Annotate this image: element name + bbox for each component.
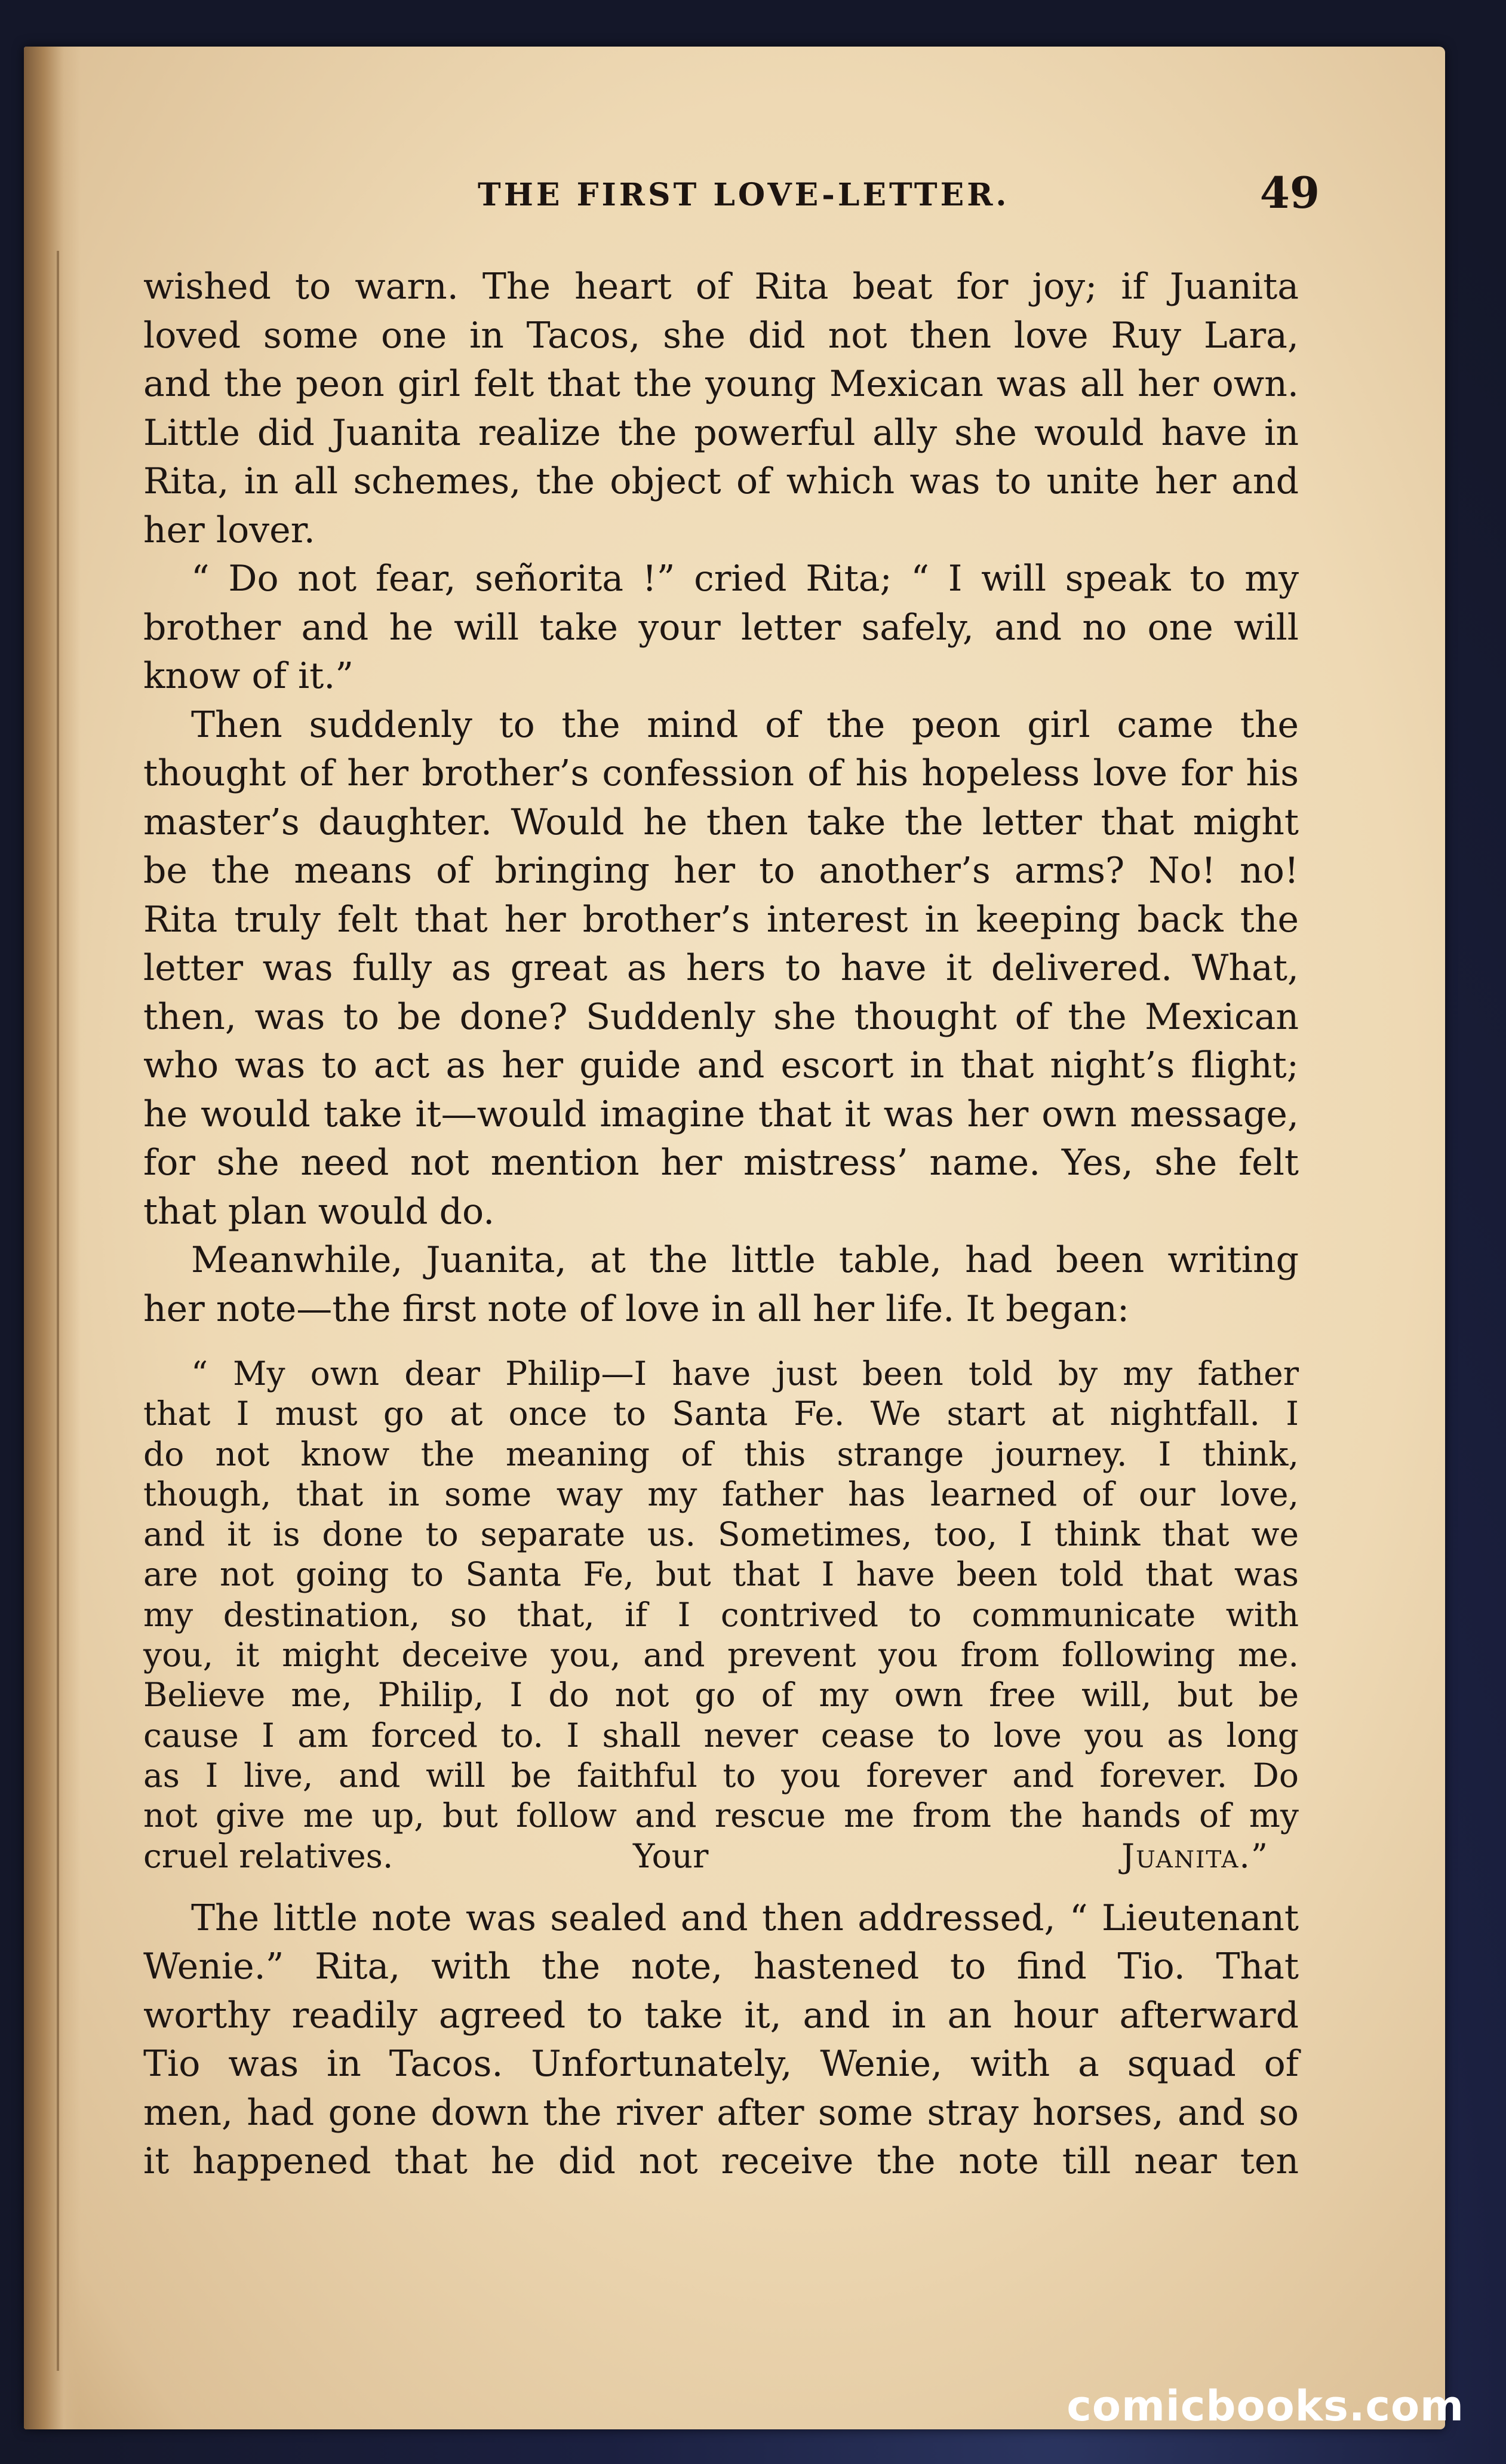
letter-closing xyxy=(143,1836,1299,1876)
text-line: Tio was in Tacos. Unfortunately, Wenie, with a squad of xyxy=(143,2043,1299,2085)
text-line: her note—the first note of love in all her life. It began: xyxy=(143,1288,1130,1330)
text-line: Meanwhile, Juanita, at the little table, had been writing xyxy=(191,1239,1299,1281)
letter-line: are not going to Santa Fe, but that I have been told that was xyxy=(143,1555,1299,1594)
text-line: her lover. xyxy=(143,509,315,551)
letter-line: and it is done to separate us. Sometimes, too, I think that we xyxy=(143,1515,1299,1554)
letter-line: though, that in some way my father has learned of our love, xyxy=(143,1474,1299,1513)
letter-line: cause I am forced to. I shall never cease to love you as long xyxy=(143,1716,1299,1755)
text-line: and the peon girl felt that the young Mexican was all her own. xyxy=(143,363,1299,405)
text-line: be the means of bringing her to another’s arms? No! no! xyxy=(143,850,1299,892)
letter-line: you, it might deceive you, and prevent you from following me. xyxy=(143,1636,1299,1675)
letter-line: as I live, and will be faithful to you forever and forever. Do xyxy=(143,1756,1299,1795)
text-line: Wenie.” Rita, with the note, hastened to find Tio. That xyxy=(143,1946,1299,1988)
paragraph-3 xyxy=(143,701,1299,1237)
watermark: comicbooks.com xyxy=(1067,2382,1464,2431)
text-line: letter was fully as great as hers to have it delivered. What, xyxy=(143,947,1299,989)
closing-your: Your xyxy=(633,1836,709,1875)
text-line: worthy readily agreed to take it, and in an hour afterward xyxy=(143,1994,1299,2036)
text-line: loved some one in Tacos, she did not then love Ruy Lara, xyxy=(143,314,1299,357)
text-line: wished to warn. The heart of Rita beat for joy; if Juanita xyxy=(143,266,1299,308)
paragraph-5 xyxy=(143,1894,1299,2186)
letter-line: Believe me, Philip, I do not go of my own free will, but be xyxy=(143,1676,1299,1715)
love-letter xyxy=(143,1354,1299,1876)
text-line: then, was to be done? Suddenly she thought of the Mexican xyxy=(143,996,1299,1038)
closing-text: cruel relatives. xyxy=(143,1836,394,1875)
text-line: know of it.” xyxy=(143,655,354,697)
page-header xyxy=(179,167,1320,221)
text-line: “ Do not fear, señorita !” cried Rita; “ I will speak to my xyxy=(191,558,1299,600)
page-number: 49 xyxy=(1259,167,1320,218)
text-line: Rita truly felt that her brother’s interest in keeping back the xyxy=(143,898,1299,941)
text-line: Little did Juanita realize the powerful ally she would have in xyxy=(143,411,1299,454)
text-line: he would take it—would imagine that it was her own message, xyxy=(143,1093,1299,1135)
text-line: thought of her brother’s confession of his hopeless love for his xyxy=(143,752,1299,794)
text-line: The little note was sealed and then addressed, “ Lieutenant xyxy=(191,1897,1299,1939)
text-line: Then suddenly to the mind of the peon girl came the xyxy=(191,703,1299,746)
text-line: that plan would do. xyxy=(143,1190,495,1233)
letter-line: do not know the meaning of this strange journey. I think, xyxy=(143,1434,1299,1473)
text-line: master’s daughter. Would he then take the letter that might xyxy=(143,801,1299,843)
gutter-shadow xyxy=(57,251,59,2371)
paragraph-2 xyxy=(143,555,1299,701)
paragraph-1 xyxy=(143,263,1299,555)
text-line: men, had gone down the river after some stray horses, and so xyxy=(143,2091,1299,2134)
paragraph-4 xyxy=(143,1236,1299,1334)
letter-line: my destination, so that, if I contrived to communicate with xyxy=(143,1595,1299,1634)
page-body xyxy=(143,263,1299,2186)
page-gutter xyxy=(24,47,81,2429)
text-line: brother and he will take your letter safely, and no one will xyxy=(143,606,1299,649)
letter-line: not give me up, but follow and rescue me from the hands of my xyxy=(143,1796,1299,1835)
text-line: Rita, in all schemes, the object of which was to unite her and xyxy=(143,460,1299,502)
text-line: who was to act as her guide and escort in that night’s flight; xyxy=(143,1044,1299,1086)
text-line: it happened that he did not receive the note till near ten xyxy=(143,2140,1299,2183)
running-title: THE FIRST LOVE-LETTER. xyxy=(478,177,1010,213)
letter-line: that I must go at once to Santa Fe. We start at nightfall. I xyxy=(143,1394,1299,1433)
letter-signature: Juanita.” xyxy=(1121,1836,1269,1875)
text-line: for she need not mention her mistress’ name. Yes, she felt xyxy=(143,1142,1299,1184)
letter-line: “ My own dear Philip—I have just been told by my father xyxy=(191,1354,1299,1393)
